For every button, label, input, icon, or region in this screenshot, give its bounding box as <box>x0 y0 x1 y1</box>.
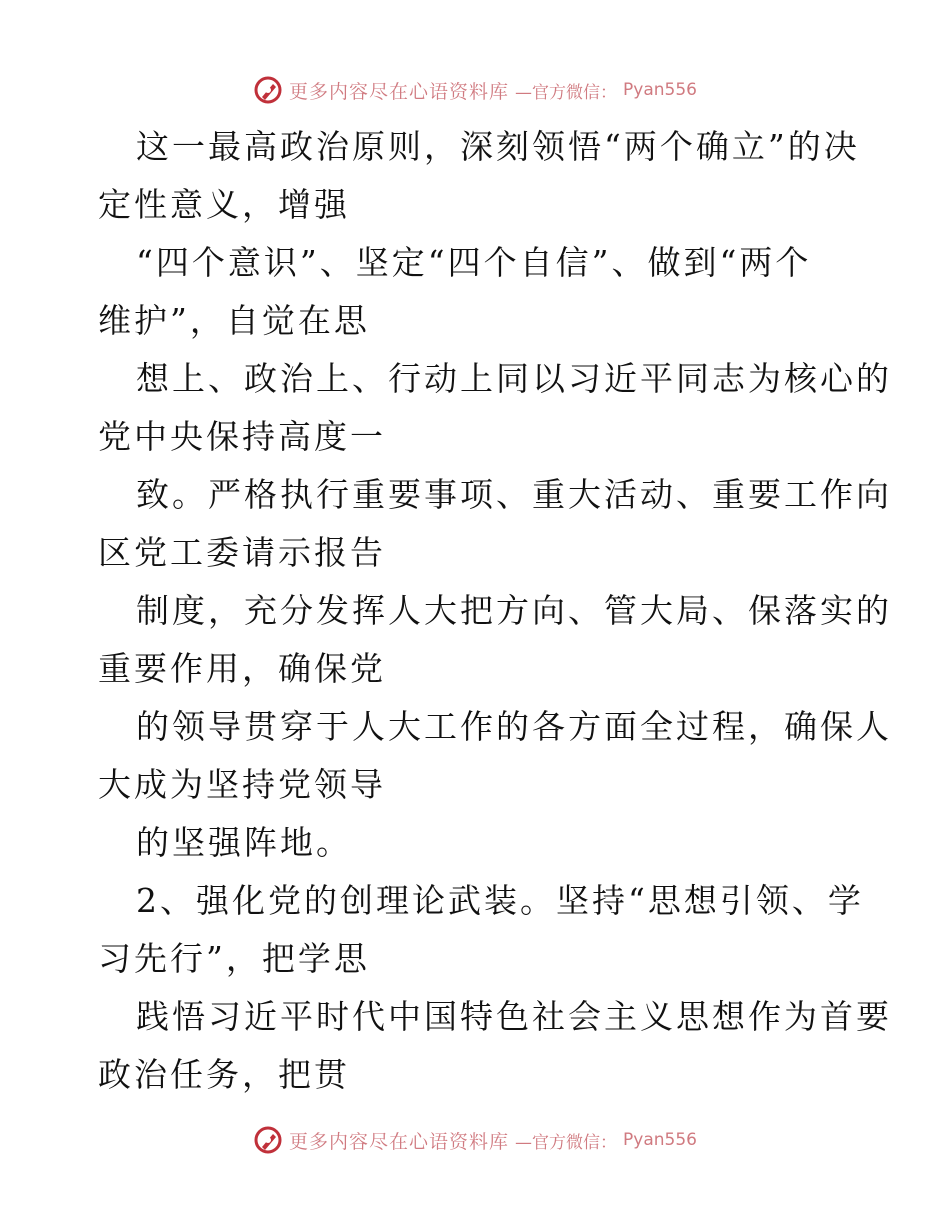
footer-watermark <box>0 1122 950 1158</box>
watermark-label: —官方微信： <box>515 1132 618 1153</box>
text-line: 制度，充分发挥人大把方向、管大局、保落实的 <box>136 591 892 630</box>
watermark-text: 更多内容尽在心语资料库 <box>289 80 510 103</box>
header-watermark <box>0 72 950 108</box>
text-line: 党中央保持高度一 <box>98 417 386 456</box>
text-line: 习先行”，把学思 <box>98 939 370 978</box>
watermark-handle: Pyan556 <box>623 80 697 100</box>
watermark-handle: Pyan556 <box>623 1130 697 1150</box>
text-line: 大成为坚持党领导 <box>98 765 386 804</box>
text-line: 的坚强阵地。 <box>136 823 352 862</box>
pen-logo-icon <box>253 1125 283 1155</box>
text-line: 想上、政治上、行动上同以习近平同志为核心的 <box>136 359 892 398</box>
text-line: 维护”，自觉在思 <box>98 301 370 340</box>
text-line: 政治任务，把贯 <box>98 1055 350 1094</box>
text-line: “四个意识”、坚定“四个自信”、做到“两个 <box>136 243 812 282</box>
text-line: 2、强化党的创理论武装。坚持“思想引领、学 <box>136 881 864 920</box>
text-line: 区党工委请示报告 <box>98 533 386 572</box>
watermark-label: —官方微信： <box>515 82 618 103</box>
document-body <box>98 118 892 1104</box>
text-line: 定性意义，增强 <box>98 185 350 224</box>
text-line: 的领导贯穿于人大工作的各方面全过程，确保人 <box>136 707 892 746</box>
pen-logo-icon <box>253 75 283 105</box>
text-line: 这一最高政治原则，深刻领悟“两个确立”的决 <box>136 127 860 166</box>
watermark-text: 更多内容尽在心语资料库 <box>289 1130 510 1153</box>
text-line: 致。严格执行重要事项、重大活动、重要工作向 <box>136 475 892 514</box>
text-line: 重要作用，确保党 <box>98 649 386 688</box>
text-line: 践悟习近平时代中国特色社会主义思想作为首要 <box>136 997 892 1036</box>
